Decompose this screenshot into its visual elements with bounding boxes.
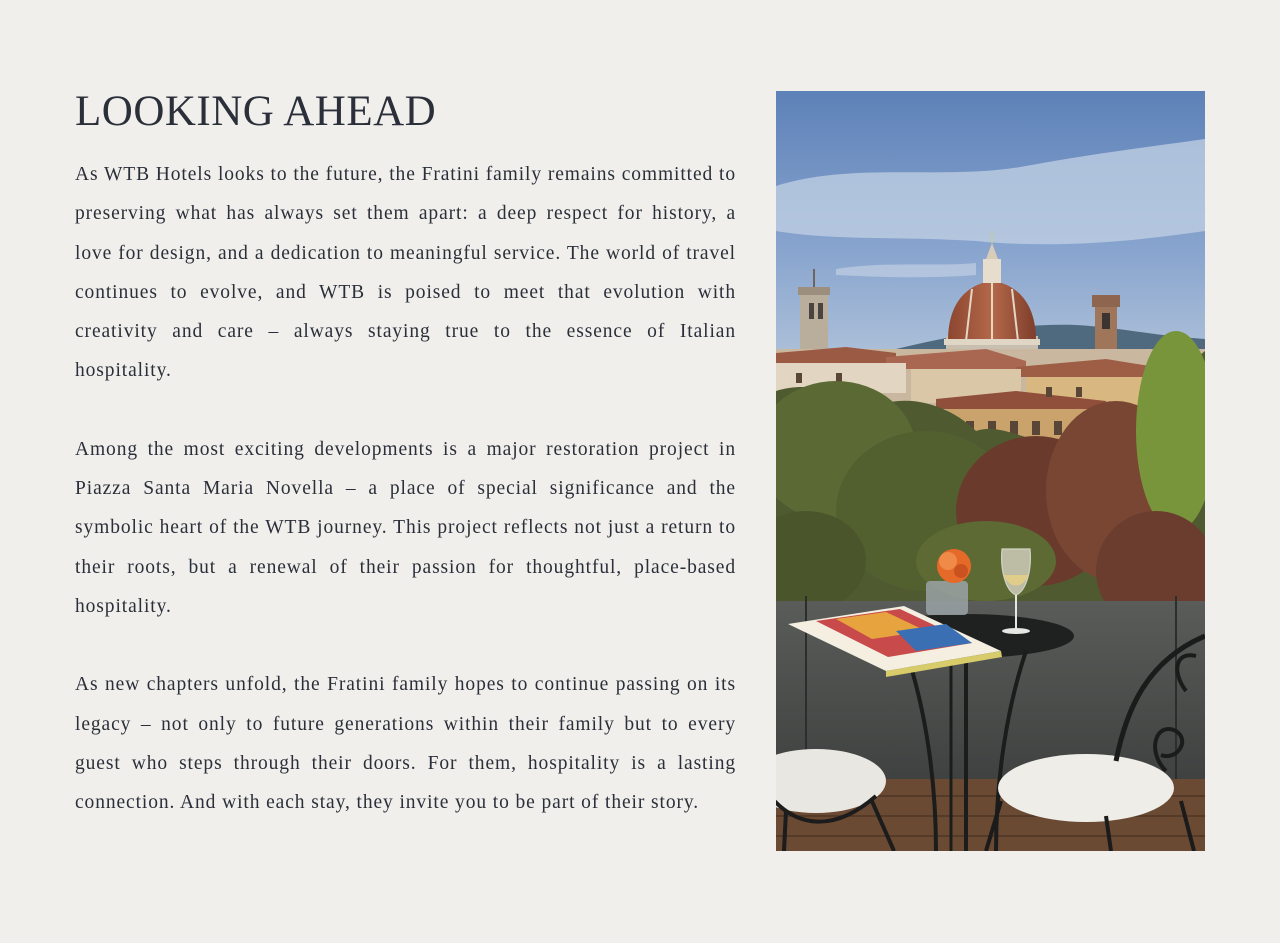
florence-terrace-illustration	[776, 91, 1205, 851]
page-title: LOOKING AHEAD	[75, 88, 437, 135]
paragraph-future: As WTB Hotels looks to the future, the Fratini family remains committed to preserving what has always set them apart: a deep respect for history, a love for design, and a dedication to meaningful service. The world of travel continues to evolve, and WTB is poised to meet that evolution with creativity and care – always staying true to the essence of Italian hospitality.	[75, 164, 736, 382]
text-column	[75, 86, 736, 822]
paragraph-restoration: Among the most exciting developments is a major restoration project in Piazza Santa Maria Novella – a place of special significance and the symbolic heart of the WTB journey. This project reflects not just a return to their roots, but a renewal of their passion for thoughtful, place-based hospitality.	[75, 438, 736, 617]
florence-terrace-photo	[776, 91, 1205, 851]
paragraph-legacy: As new chapters unfold, the Fratini family hopes to continue passing on its legacy – not only to future generations within their family but to every guest who steps through their doors. For them, hospitality is a lasting connection. And with each stay, they invite you to be part of their story.	[75, 674, 736, 814]
